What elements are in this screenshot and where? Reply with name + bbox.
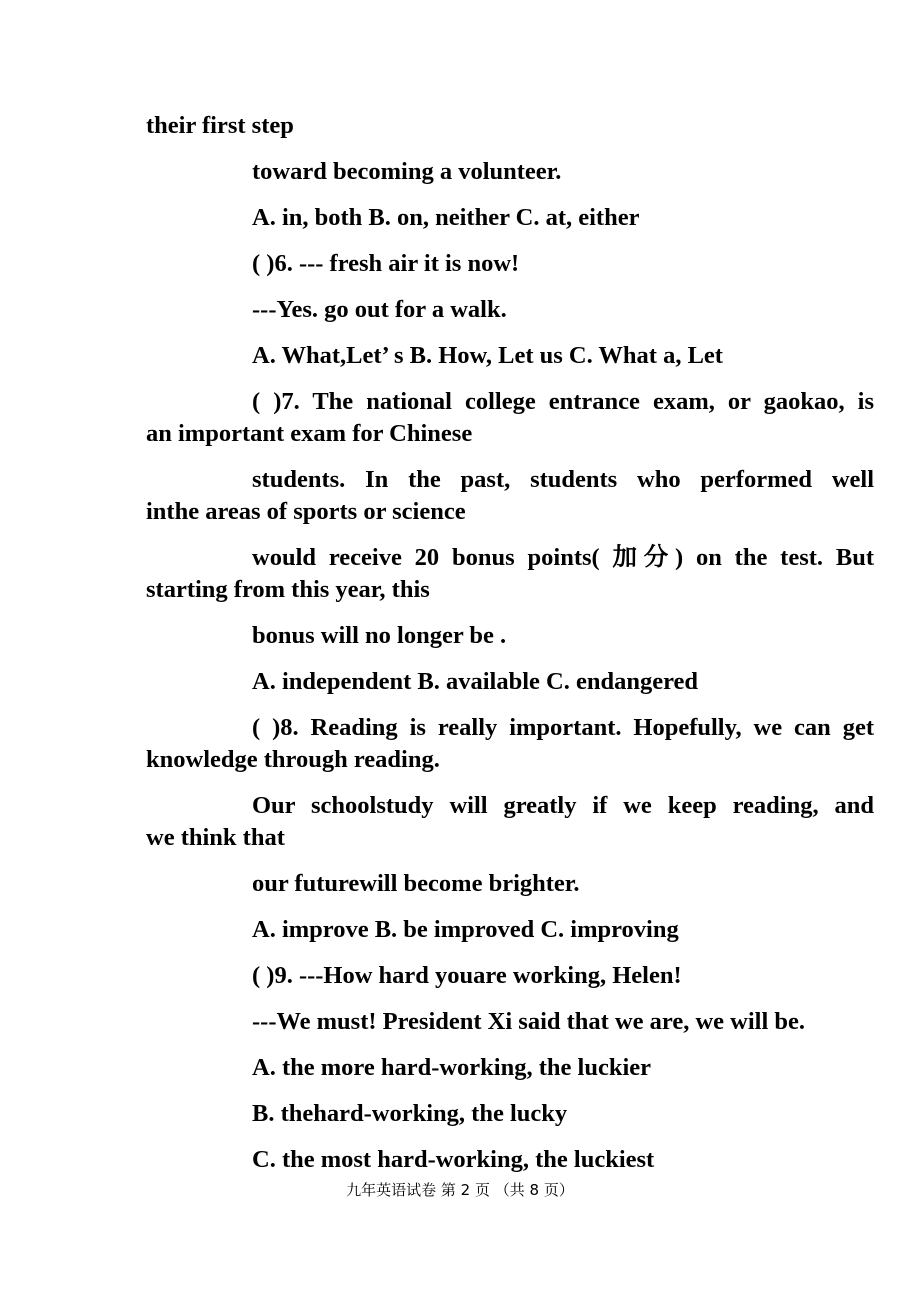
text-line: their first step xyxy=(146,112,294,139)
text-line: toward becoming a volunteer. xyxy=(252,158,562,185)
page-footer: 九年英语试卷 第 2 页 （共 8 页） xyxy=(346,1181,574,1199)
answer-option-c: C. the most hard-working, the luckiest xyxy=(252,1146,655,1173)
text-line: we think that xyxy=(146,824,285,851)
text-line: ---Yes. go out for a walk. xyxy=(252,296,507,323)
text-line: bonus will no longer be . xyxy=(252,622,507,649)
answer-options: A. What,Let’ s B. How, Let us C. What a, Let xyxy=(252,342,723,369)
answer-option-b: B. thehard-working, the lucky xyxy=(252,1100,568,1127)
text-line: students. In the past, students who performed well xyxy=(252,466,874,493)
question-7: ( )7. The national college entrance exam, or gaokao, is xyxy=(252,388,874,415)
question-9: ( )9. ---How hard youare working, Helen! xyxy=(252,962,682,989)
answer-options: A. in, both B. on, neither C. at, either xyxy=(252,204,640,231)
text-line: ---We must! President Xi said that we are, we will be. xyxy=(252,1008,805,1035)
text-line: our futurewill become brighter. xyxy=(252,870,580,897)
answer-options: A. improve B. be improved C. improving xyxy=(252,916,679,943)
text-line: starting from this year, this xyxy=(146,576,430,603)
text-line: would receive 20 bonus points( 加分) on the test. But xyxy=(252,544,874,571)
answer-option-a: A. the more hard-working, the luckier xyxy=(252,1054,651,1081)
text-line: an important exam for Chinese xyxy=(146,420,473,447)
question-8: ( )8. Reading is really important. Hopefully, we can get xyxy=(252,714,874,741)
question-6: ( )6. --- fresh air it is now! xyxy=(252,250,520,277)
text-line: knowledge through reading. xyxy=(146,746,440,773)
answer-options: A. independent B. available C. endangered xyxy=(252,668,699,695)
text-line: Our schoolstudy will greatly if we keep reading, and xyxy=(252,792,874,819)
text-line: inthe areas of sports or science xyxy=(146,498,466,525)
